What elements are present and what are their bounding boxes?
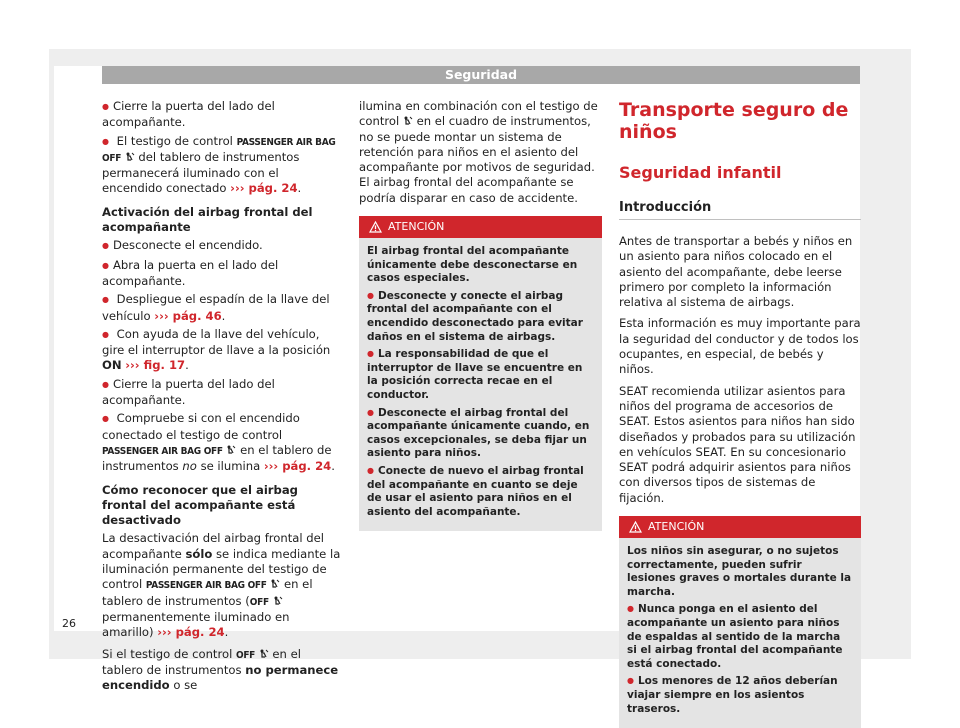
list-item: ● Despliegue el espadín de la llave del vehículo ››› pág. 46. (102, 292, 342, 324)
warning-light-label: PASSENGER AIR BAG OFF (102, 445, 223, 457)
list-item: ● Cierre la puerta del lado del acompañante. (102, 99, 342, 131)
warning-box (359, 216, 602, 531)
page-number: 26 (62, 617, 76, 630)
paragraph: La desactivación del airbag frontal del acompañante sólo se indica mediante la iluminación permanente del testigo de control PASSENGER AIR BAG OFF en el tablero de instrumentos (OFF permanentemente iluminado en amarillo) ››› pág. 24. (102, 531, 341, 640)
warning-body (619, 538, 861, 728)
subsection-title: Introducción (619, 199, 861, 220)
warning-item: ● Nunca ponga en el asiento del acompañante un asiento para niños de espaldas al sentido de la marcha si el airbag frontal del acompañante está conectado. (627, 603, 853, 671)
warning-light-label: PASSENGER AIR BAG OFF (145, 580, 267, 592)
airbag-off-icon (259, 649, 269, 659)
page-reference-link[interactable]: ››› pág. 24 (230, 181, 298, 196)
warning-item: ● Desconecte el airbag frontal del acompañante únicamente cuando, en casos excepcionales, se deba fijar un asiento para niños. (367, 407, 594, 461)
page-reference-link[interactable]: ››› pág. 24 (263, 459, 332, 474)
warning-item: ● Conecte de nuevo el airbag frontal del acompañante en cuanto se deje de usar el asiento para niños en el asiento del acompañante. (367, 465, 594, 519)
column-1 (102, 99, 342, 699)
warning-intro: Los niños sin asegurar, o no sujetos correctamente, pueden sufrir lesiones graves o mortales durante la marcha. (627, 545, 852, 598)
warning-triangle-icon (629, 521, 642, 533)
section-header: Seguridad (102, 66, 860, 84)
warning-item: ● La responsabilidad de que el interruptor de llave se encuentre en la posición correcta recae en el conductor. (367, 348, 594, 402)
warning-light-label: OFF (249, 596, 269, 608)
section-title: Seguridad infantil (619, 163, 782, 182)
warning-light-label: PASSENGER AIR BAG OFF (102, 136, 336, 164)
warning-intro: El airbag frontal del acompañante únicamente debe desconectarse en casos especiales. (367, 245, 578, 285)
page-reference-link[interactable]: ››› pág. 24 (157, 625, 225, 640)
warning-header: ATENCIÓN (619, 516, 861, 538)
section-heading: Cómo reconocer que el airbag frontal del acompañante está desactivado (102, 482, 298, 528)
warning-item: ● Desconecte y conecte el airbag frontal del acompañante con el encendido desconectado para evitar daños en el sistema de airbags. (367, 290, 594, 344)
warning-triangle-icon (369, 221, 382, 233)
paragraph: SEAT recomienda utilizar asientos para niños del programa de accesorios de SEAT. Estos asientos para niños han sido diseñados y probados para su utilización en vehículos SEAT. En su concesionario SEAT podrá adquirir asientos para niños con diversos tipos de sistemas de fijación. (619, 383, 856, 505)
warning-body (359, 238, 602, 531)
paragraph: ilumina en combinación con el testigo de control en el cuadro de instrumentos, no se puede montar un sistema de retención para niños en el asiento del acompañante por motivos de seguridad. El airbag frontal del acompañante se podría disparar en caso de accidente. (359, 99, 598, 205)
chapter-title: Transporte seguro de niños (619, 99, 849, 143)
list-item: ● Abra la puerta en el lado del acompañante. (102, 258, 342, 290)
figure-reference-link[interactable]: ››› fig. 17 (125, 358, 186, 373)
warning-header: ATENCIÓN (359, 216, 602, 238)
paragraph: Si el testigo de control OFF en el tablero de instrumentos no permanece encendido o se (102, 646, 339, 693)
paragraph: Antes de transportar a bebés y niños en un asiento para niños colocado en el asiento del acompañante, debe leerse primero por completo la información relativa al sistema de airbags. (619, 234, 853, 310)
airbag-off-icon (125, 152, 135, 162)
warning-box (619, 516, 861, 728)
airbag-off-icon (226, 445, 236, 455)
column-2 (359, 99, 602, 531)
page-reference-link[interactable]: ››› pág. 46 (154, 308, 222, 323)
airbag-off-icon (403, 116, 413, 126)
column-3 (619, 99, 861, 728)
section-heading: Activación del airbag frontal del acompañante (102, 204, 313, 235)
warning-item: ● Los menores de 12 años deberían viajar siempre en los asientos traseros. (627, 675, 853, 716)
warning-light-label: OFF (235, 649, 256, 661)
list-item: ● Compruebe si con el encendido conectado el testigo de control PASSENGER AIR BAG OFF en el tablero de instrumentos no se ilumina ››› pág. 24. (102, 411, 342, 474)
paragraph: Esta información es muy importante para la seguridad del conductor y de todos los ocupantes, en especial, de bebés y niños. (619, 316, 861, 377)
list-item: ● Con ayuda de la llave del vehículo, gire el interruptor de llave a la posición ON ››› fig. 17. (102, 327, 342, 374)
list-item: ● El testigo de control PASSENGER AIR BAG OFF del tablero de instrumentos permanecerá iluminado con el encendido conectado ››› pág. 24. (102, 134, 342, 197)
list-item: ● Desconecte el encendido. (102, 238, 342, 254)
list-item: ● Cierre la puerta del lado del acompañante. (102, 377, 342, 409)
airbag-off-icon (270, 579, 280, 589)
airbag-off-icon (273, 596, 283, 606)
